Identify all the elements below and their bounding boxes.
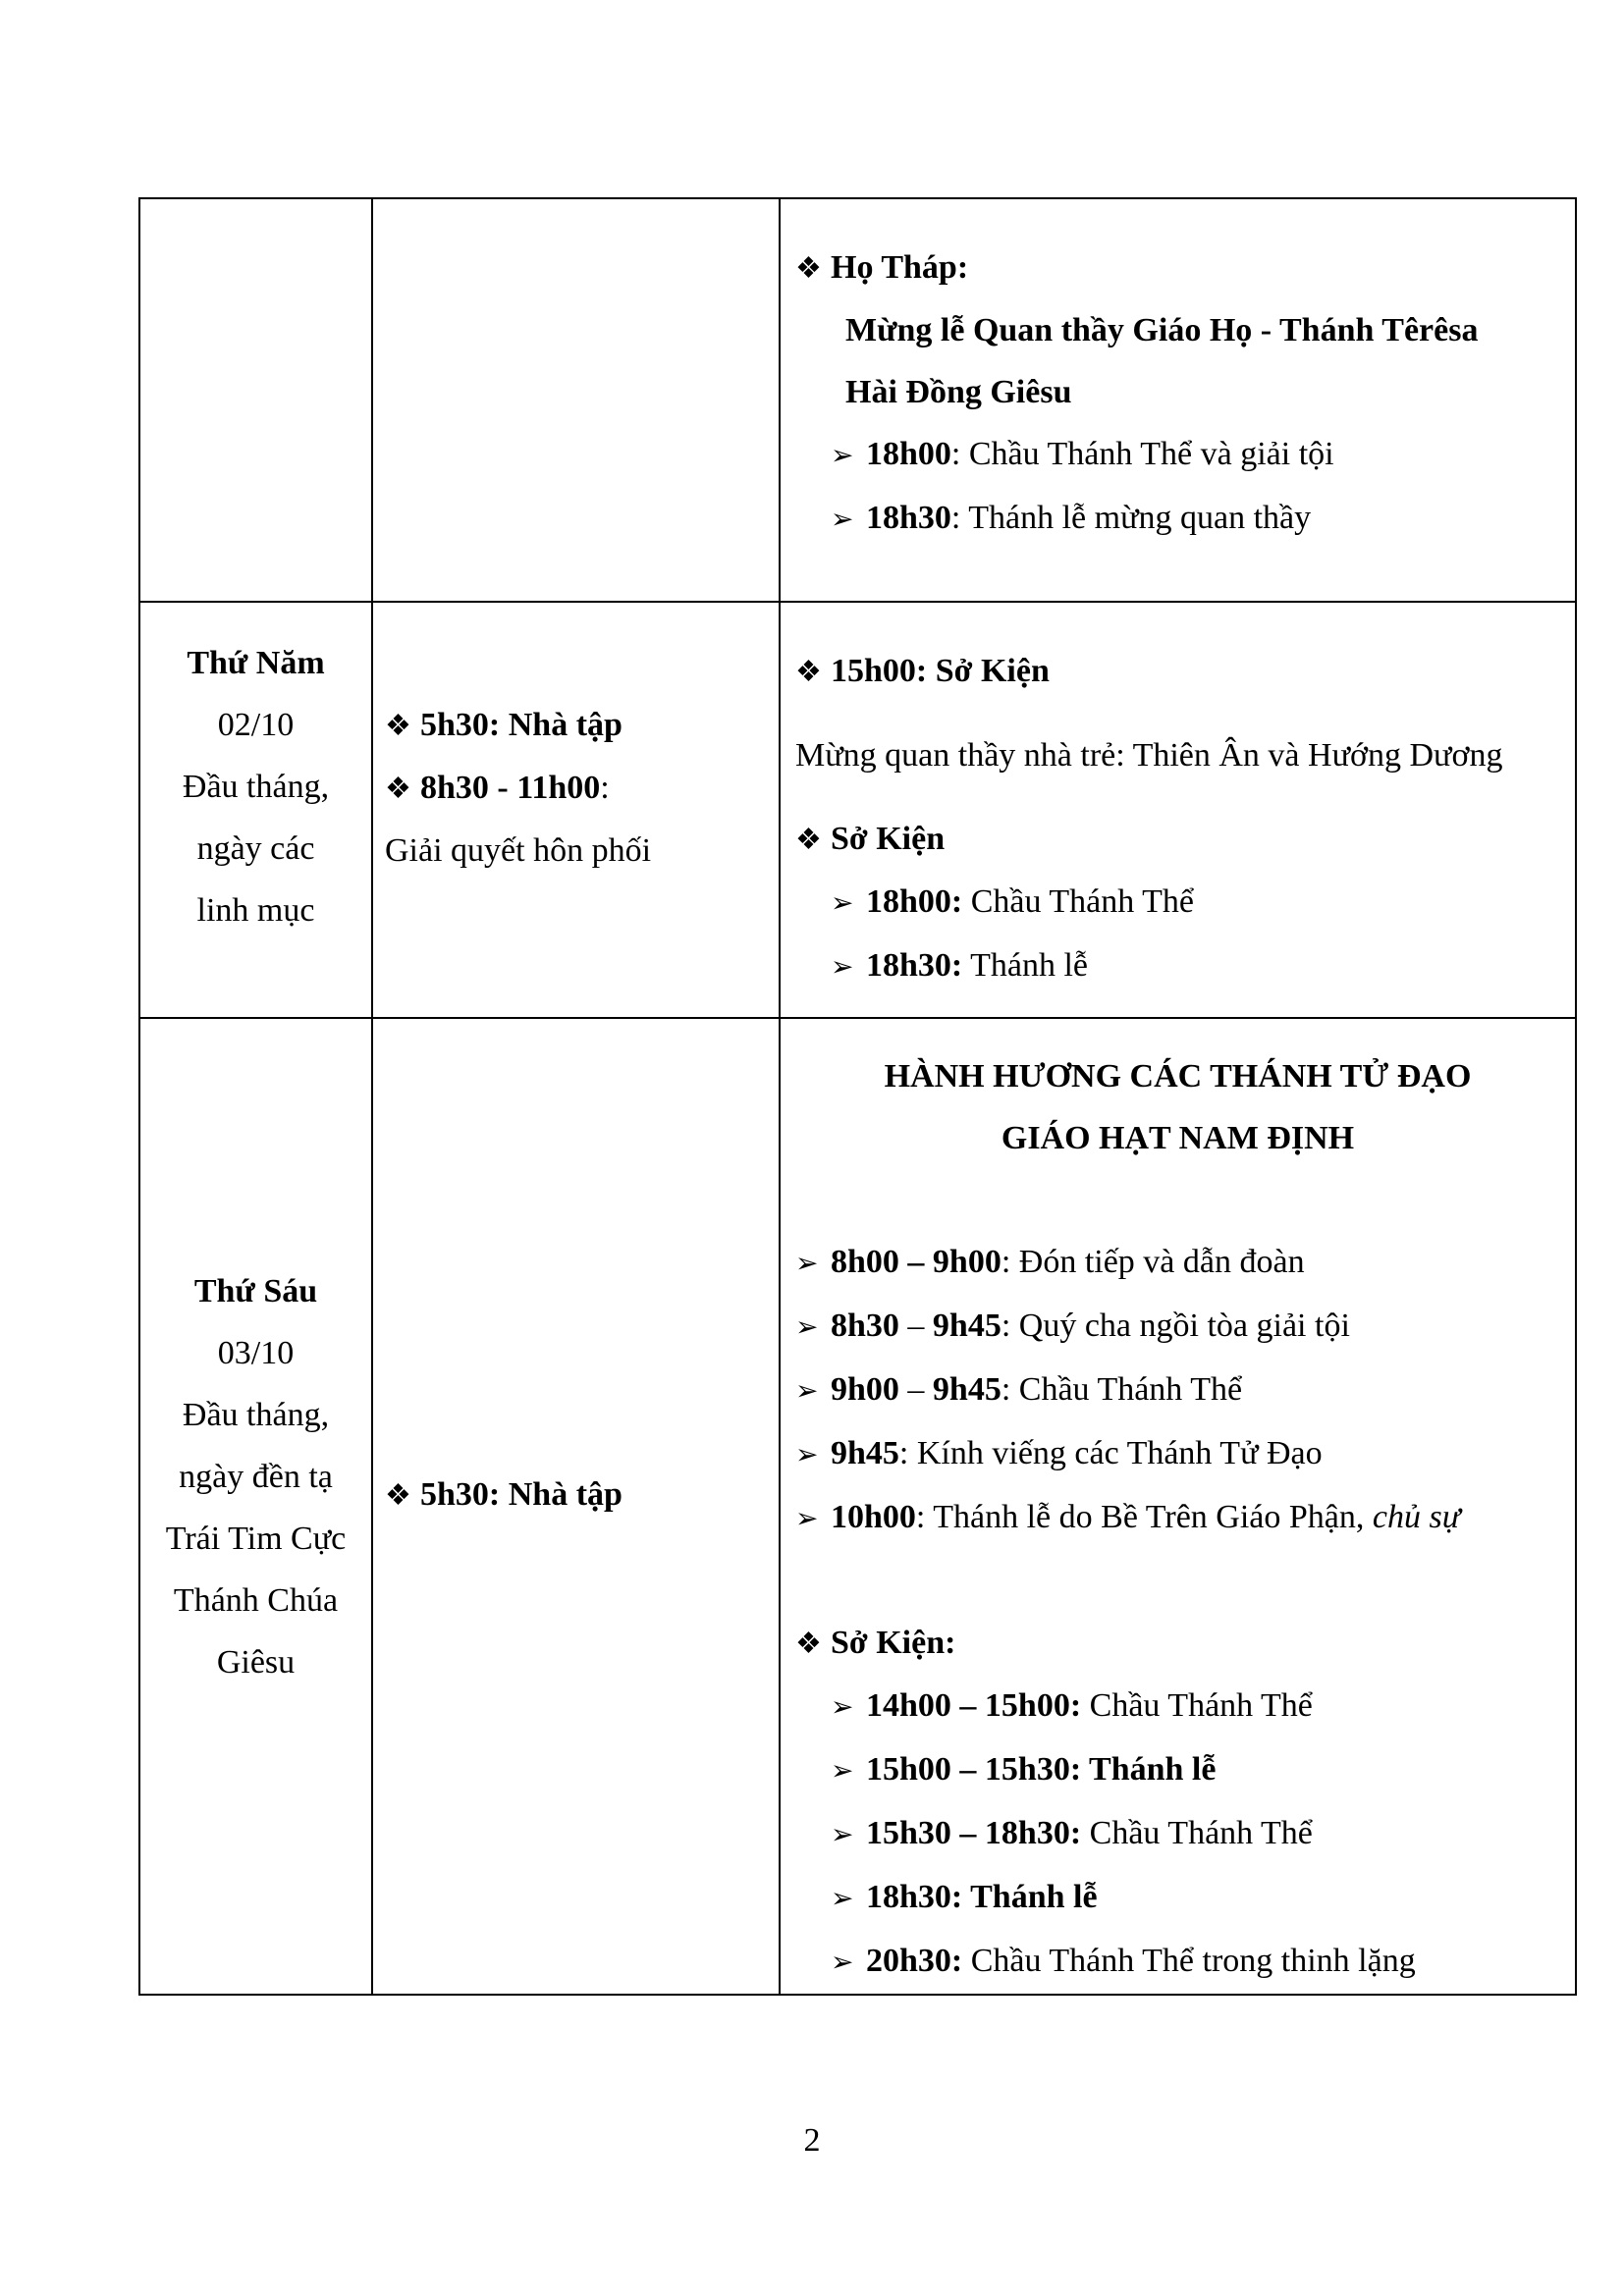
diamond-bullet-icon: ❖ bbox=[385, 773, 411, 805]
table-row bbox=[139, 602, 1576, 1018]
arrow-bullet-icon: ➢ bbox=[795, 1440, 819, 1470]
section-heading: ❖ Sở Kiện: bbox=[781, 1612, 1575, 1675]
section-heading: Họ Tháp: bbox=[831, 249, 969, 286]
list-item: ➢ 15h30 – 18h30: Chầu Thánh Thể bbox=[781, 1802, 1575, 1866]
morning-cell-empty bbox=[372, 198, 780, 602]
list-item: ❖ 5h30: Nhà tập bbox=[373, 1464, 779, 1550]
page-number: 2 bbox=[803, 2122, 821, 2159]
evening-cell bbox=[780, 198, 1576, 602]
arrow-bullet-icon: ➢ bbox=[831, 1692, 854, 1723]
day-name: Thứ Sáu bbox=[193, 1273, 318, 1309]
diamond-bullet-icon: ❖ bbox=[795, 656, 822, 688]
day-cell bbox=[139, 602, 372, 1018]
section-heading: ❖ 15h00: Sở Kiện bbox=[781, 640, 1575, 703]
arrow-bullet-icon: ➢ bbox=[831, 888, 854, 919]
arrow-bullet-icon: ➢ bbox=[831, 1820, 854, 1850]
evening-cell bbox=[780, 602, 1576, 1018]
list-item: ➢ 10h00: Thánh lễ do Bề Trên Giáo Phận, chủ sự bbox=[781, 1486, 1575, 1550]
list-item: ➢ 18h00: Chầu Thánh Thể bbox=[781, 871, 1575, 934]
day-note: ngày các bbox=[196, 830, 315, 867]
list-item: ➢ 18h30: Thánh lễ mừng quan thầy bbox=[781, 487, 1575, 551]
arrow-bullet-icon: ➢ bbox=[831, 441, 854, 471]
diamond-bullet-icon: ❖ bbox=[385, 710, 411, 742]
feast-title-cont: Hài Đồng Giêsu bbox=[845, 374, 1072, 410]
pilgrimage-title: HÀNH HƯƠNG CÁC THÁNH TỬ ĐẠO bbox=[884, 1058, 1472, 1095]
morning-cell bbox=[372, 602, 780, 1018]
diamond-bullet-icon: ❖ bbox=[795, 1628, 822, 1660]
morning-cell bbox=[372, 1018, 780, 1995]
day-note: Đầu tháng, bbox=[182, 1397, 330, 1433]
schedule-table bbox=[138, 197, 1577, 1996]
day-note: linh mục bbox=[196, 892, 315, 929]
note-text: Mừng quan thầy nhà trẻ: Thiên Ân và Hướng Dương bbox=[795, 737, 1503, 774]
day-note: ngày đền tạ bbox=[179, 1459, 333, 1495]
evening-cell bbox=[780, 1018, 1576, 1995]
day-cell bbox=[139, 1018, 372, 1995]
arrow-bullet-icon: ➢ bbox=[831, 952, 854, 983]
list-item: ➢ 8h00 – 9h00: Đón tiếp và dẫn đoàn bbox=[781, 1231, 1575, 1295]
day-note: Đầu tháng, bbox=[182, 769, 330, 805]
arrow-bullet-icon: ➢ bbox=[831, 1884, 854, 1914]
pilgrimage-title-cont: GIÁO HẠT NAM ĐỊNH bbox=[1001, 1120, 1355, 1156]
table-row bbox=[139, 1018, 1576, 1995]
day-note: Giêsu bbox=[216, 1644, 296, 1681]
list-item: ➢ 20h30: Chầu Thánh Thể trong thinh lặng bbox=[781, 1930, 1575, 1994]
day-note: Thánh Chúa bbox=[173, 1582, 339, 1619]
list-item: ❖ 8h30 - 11h00: bbox=[385, 757, 779, 820]
day-name: Thứ Năm bbox=[187, 645, 325, 681]
feast-title: Mừng lễ Quan thầy Giáo Họ - Thánh Têrêsa bbox=[845, 312, 1479, 348]
day-note: Trái Tim Cực bbox=[165, 1521, 347, 1557]
arrow-bullet-icon: ➢ bbox=[831, 505, 854, 535]
list-item: ➢ 18h30: Thánh lễ bbox=[781, 934, 1575, 998]
list-item: ➢ 14h00 – 15h00: Chầu Thánh Thể bbox=[781, 1675, 1575, 1738]
diamond-bullet-icon: ❖ bbox=[385, 1478, 411, 1512]
list-item: ➢ 8h30 – 9h45: Quý cha ngồi tòa giải tội bbox=[781, 1295, 1575, 1359]
diamond-bullet-icon: ❖ bbox=[795, 252, 822, 285]
section-heading: ❖ Sở Kiện bbox=[781, 808, 1575, 871]
day-cell-empty bbox=[139, 198, 372, 602]
arrow-bullet-icon: ➢ bbox=[795, 1312, 819, 1343]
list-item: ➢ 18h30: Thánh lễ bbox=[781, 1866, 1575, 1930]
list-item: ➢ 9h45: Kính viếng các Thánh Tử Đạo bbox=[781, 1422, 1575, 1486]
list-item: ➢ 9h00 – 9h45: Chầu Thánh Thể bbox=[781, 1359, 1575, 1422]
list-item: ❖ 5h30: Nhà tập bbox=[385, 694, 779, 757]
arrow-bullet-icon: ➢ bbox=[795, 1376, 819, 1407]
list-item: ➢ 18h00: Chầu Thánh Thể và giải tội bbox=[781, 423, 1575, 487]
table-row bbox=[139, 198, 1576, 602]
arrow-bullet-icon: ➢ bbox=[795, 1249, 819, 1279]
arrow-bullet-icon: ➢ bbox=[795, 1504, 819, 1534]
list-item-continuation: Giải quyết hôn phối bbox=[385, 832, 652, 869]
day-date: 02/10 bbox=[217, 707, 295, 743]
diamond-bullet-icon: ❖ bbox=[795, 824, 822, 856]
day-date: 03/10 bbox=[217, 1335, 295, 1371]
arrow-bullet-icon: ➢ bbox=[831, 1756, 854, 1787]
arrow-bullet-icon: ➢ bbox=[831, 1948, 854, 1978]
list-item: ➢ 15h00 – 15h30: Thánh lễ bbox=[781, 1738, 1575, 1802]
